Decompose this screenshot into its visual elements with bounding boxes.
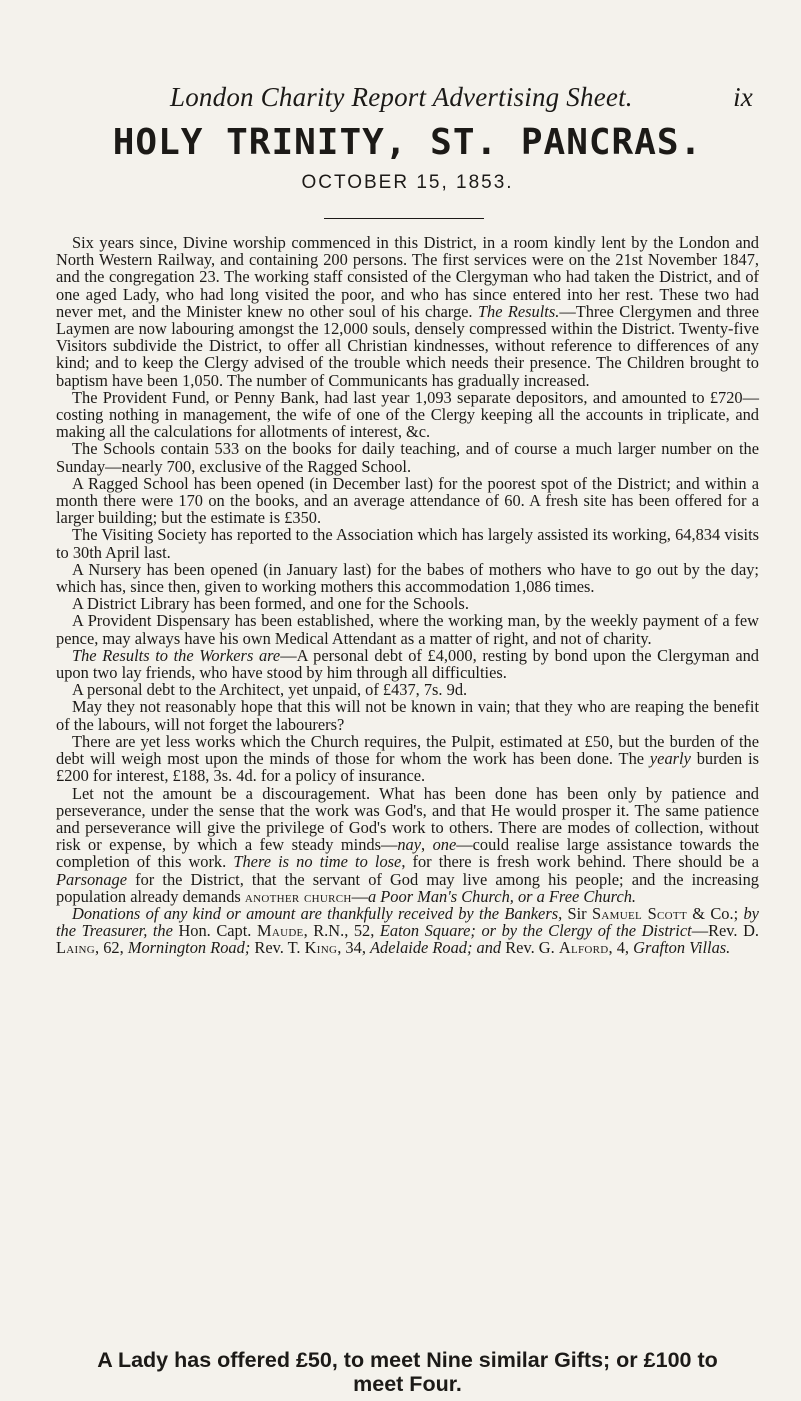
- paragraph-donations: Donations of any kind or amount are thankfully received by the Bankers, Sir Samuel Scott & Co.; by the Treasurer, the Hon. Capt. Maude, R.N., 52, Eaton Square; or by the Clergy of the District—Rev. D. Laing, 62, Mornington Road; Rev. T. King, 34, Adelaide Road; and Rev. G. Alford, 4, Grafton Villas.: [56, 903, 759, 958]
- page-number: ix: [733, 82, 753, 112]
- date-line: OCTOBER 15, 1853.: [301, 172, 514, 193]
- closing-line-1: A Lady has offered £50, to meet Nine similar Gifts; or £100 to: [97, 1348, 718, 1372]
- paragraph-burden: There are yet less works which the Church requires, the Pulpit, estimated at £50, but the burden of the debt will weigh most upon the minds of those for whom the work has been done. The yearly burden is £200 for interest, £188, 3s. 4d. for a policy of insurance.: [56, 731, 760, 786]
- paragraph-architect-debt: A personal debt to the Architect, yet unpaid, of £437, 7s. 9d.: [72, 680, 468, 700]
- paragraph-workers-debt: The Results to the Workers are—A personal debt of £4,000, resting by bond upon the Clergyman and upon two lay friends, who have stood by him through all difficulties.: [56, 645, 759, 683]
- paragraph-dispensary: A Provident Dispensary has been established, where the working man, by the weekly payment of a few pence, may always have his own Medical Attendant as a matter of right, and not of charity.: [56, 611, 759, 648]
- paragraph-library: A District Library has been formed, and one for the Schools.: [72, 594, 469, 614]
- workers-heading: The Results to the Workers are: [72, 645, 281, 665]
- paragraph-appeal: May they not reasonably hope that this will not be known in vain; that they who are reaping the benefit of the labours, will not forget the labourers?: [56, 697, 759, 734]
- closing-offer: [54, 1348, 761, 1396]
- paragraph-ragged-school: A Ragged School has been opened (in December last) for the poorest spot of the District; and within a month there were 170 on the books, and an average attendance of 60. A fresh site has been offered for a larger building; but the estimate is £350.: [56, 473, 759, 528]
- paragraph-schools: The Schools contain 533 on the books for daily teaching, and of course a much larger number on the Sunday—nearly 700, exclusive of the Ragged School.: [56, 439, 759, 476]
- paragraph-nursery: A Nursery has been opened (in January last) for the babes of mothers who have to go out by the day; which has, since then, given to working mothers this accommodation 1,086 times.: [56, 559, 759, 597]
- paragraph-encouragement: Let not the amount be a discouragement. What has been done has been only by patience and perseverance, under the sense that the work was God's, and that He would prosper it. The same patience and perseverance will give the privilege of God's work to others. There are modes of collection, without risk or expense, by which a few steady minds—nay, one—could realise large assistance towards the completion of this work. There is no time to lose, for there is fresh work behind. There should be a Parsonage for the District, that the servant of God may live among his people; and the increasing population already demands another church—a Poor Man's Church, or a Free Church.: [56, 783, 759, 906]
- running-title: London Charity Report Advertising Sheet.: [170, 82, 633, 112]
- article-body: [56, 234, 759, 957]
- paragraph-visiting-society: The Visiting Society has reported to the Association which has largely assisted its working, 64,834 visits to 30th April last.: [56, 525, 759, 562]
- paragraph-provident-fund: The Provident Fund, or Penny Bank, had last year 1,093 separate depositors, and amounted to £720—costing nothing in management, the wife of one of the Clergy keeping all the accounts in triplicate, and making all the calculations for allotments of interest, &c.: [56, 387, 759, 442]
- closing-line-2: meet Four.: [353, 1372, 462, 1396]
- results-heading: The Results.: [477, 301, 560, 321]
- page-title: HOLY TRINITY, ST. PANCRAS.: [112, 122, 703, 163]
- paragraph-history: Six years since, Divine worship commenced in this District, in a room kindly lent by the London and North Western Railway, and containing 200 persons. The first services were on the 21st November 1847, and the congregation 23. The working staff consisted of the Clergyman who had taken the District, and of one aged Lady, who had long visited the poor, and who has since entered into her rest. These two had never met, and the Minister knew no other soul of his charge. The Results.—Three Clergymen and three Laymen are now labouring amongst the 12,000 souls, densely compressed within the District. Twenty-five Visitors subdivide the District, to offer all Christian kindnesses, without reference to differences of any kind; and to keep the Clergy advised of the trouble which needs their presence. The Children brought to baptism have been 1,050. The number of Communicants has gradually increased.: [56, 233, 759, 390]
- title-divider: [324, 218, 484, 219]
